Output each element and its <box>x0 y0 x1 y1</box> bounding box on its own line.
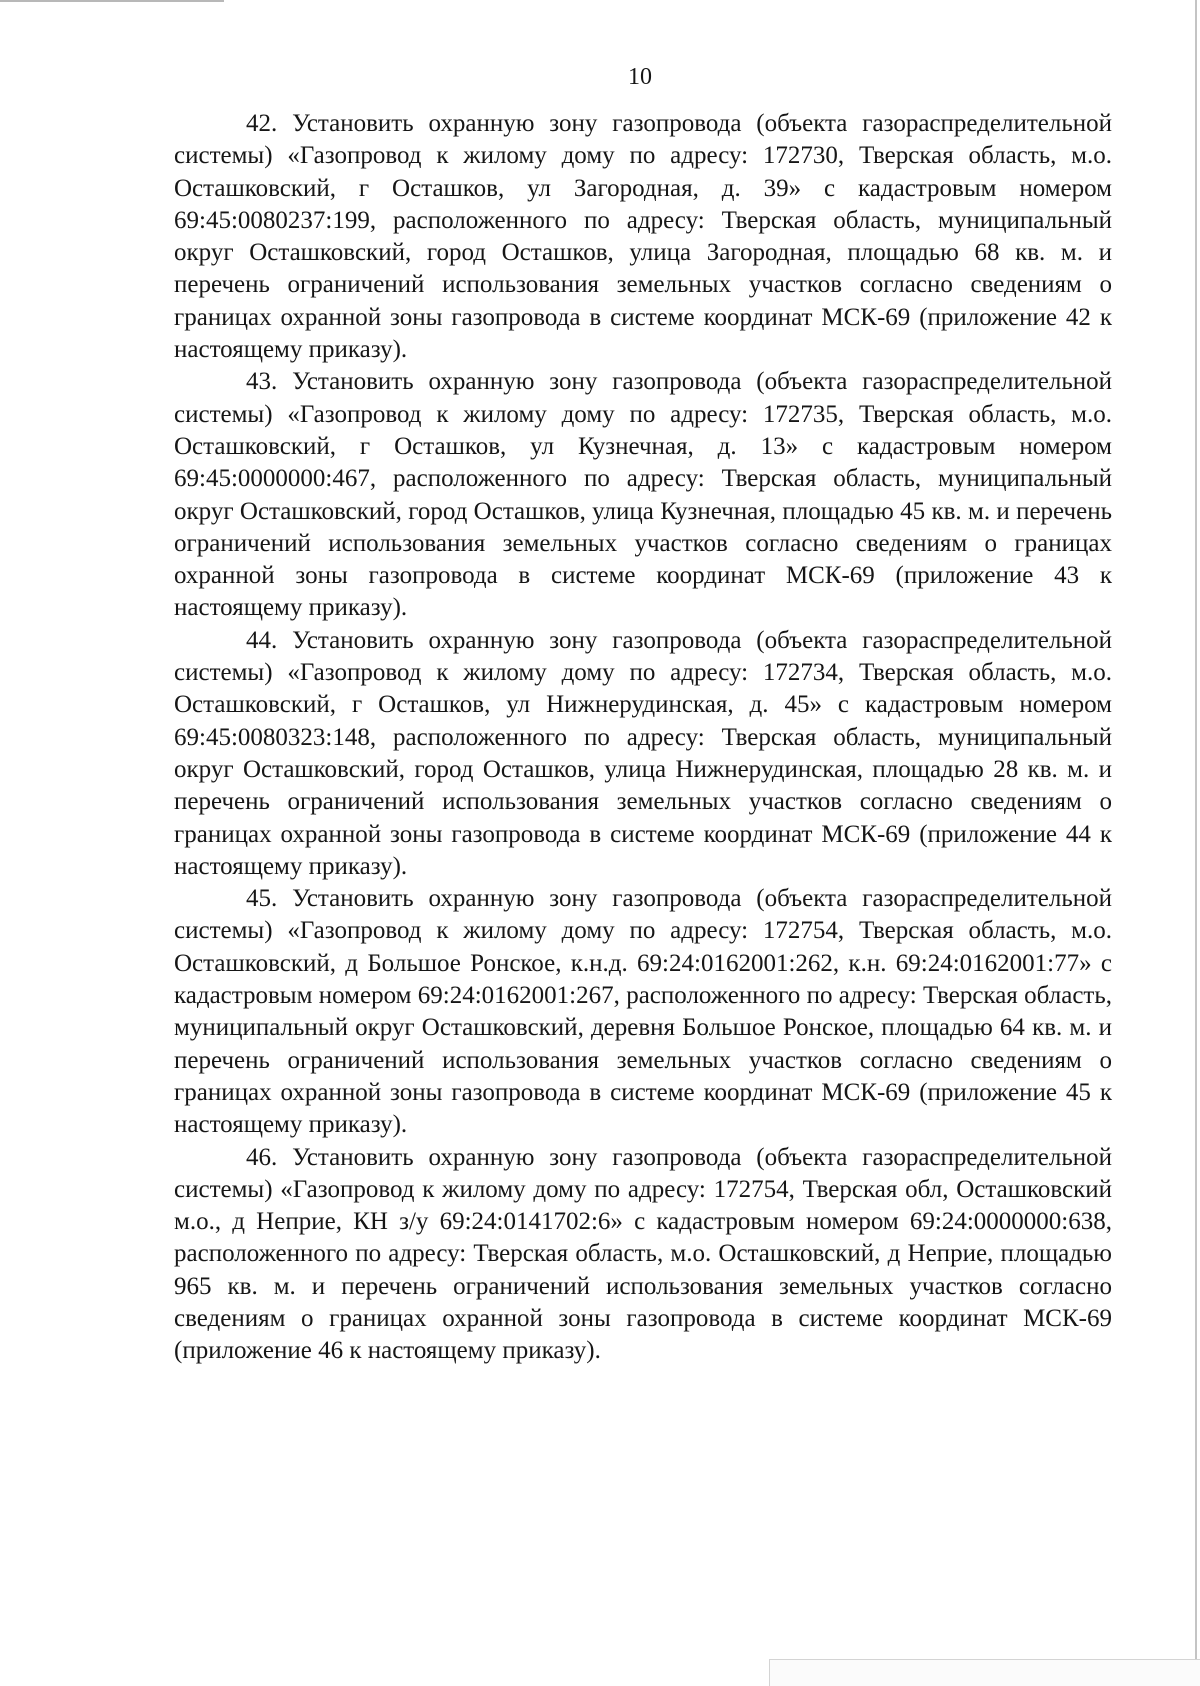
clause-44: 44. Установить охранную зону газопровода (объекта газораспределительной системы) «Газопровод к жилому дому по адресу: 172734, Тверская область, м.о. Осташковский, г Осташков, ул Нижнерудинская, д. 45» с кадастровым номером 69:45:0080323:148, расположенного по адресу: Тверская область, муниципальный округ Осташковский, город Осташков, улица Нижнерудинская, площадью 28 кв. м. и перечень ограничений использования земельных участков согласно сведениям о границах охранной зоны газопровода в системе координат МСК-69 (приложение 44 к настоящему приказу). <box>174 626 1112 880</box>
scan-artifact-bottom-corner <box>769 1659 1200 1686</box>
scan-artifact-right-edge <box>1195 0 1197 1686</box>
clause-43: 43. Установить охранную зону газопровода (объекта газораспределительной системы) «Газопровод к жилому дому по адресу: 172735, Тверская область, м.о. Осташковский, г Осташков, ул Кузнечная, д. 13» с кадастровым номером 69:45:0000000:467, расположенного по адресу: Тверская область, муниципальный округ Осташковский, город Осташков, улица Кузнечная, площадью 45 кв. м. и перечень ограничений использования земельных участков согласно сведениям о границах охранной зоны газопровода в системе координат МСК-69 (приложение 43 к настоящему приказу). <box>174 368 1112 622</box>
clause-45: 45. Установить охранную зону газопровода (объекта газораспределительной системы) «Газопровод к жилому дому по адресу: 172754, Тверская область, м.о. Осташковский, д Большое Ронское, к.н.д. 69:24:0162001:262, к.н. 69:24:0162001:77» с кадастровым номером 69:24:0162001:267, расположенного по адресу: Тверская область, муниципальный округ Осташковский, деревня Большое Ронское, площадью 64 кв. м. и перечень ограничений использования земельных участков согласно сведениям о границах охранной зоны газопровода в системе координат МСК-69 (приложение 45 к настоящему приказу). <box>174 885 1112 1139</box>
scan-artifact-top-line <box>0 0 224 2</box>
document-body <box>174 108 1112 1368</box>
clause-46: 46. Установить охранную зону газопровода (объекта газораспределительной системы) «Газопровод к жилому дому по адресу: 172754, Тверская обл, Осташковский м.о., д Неприе, КН з/у 69:24:0141702:6» с кадастровым номером 69:24:0000000:638, расположенного по адресу: Тверская область, м.о. Осташковский, д Неприе, площадью 965 кв. м. и перечень ограничений использования земельных участков согласно сведениям о границах охранной зоны газопровода в системе координат МСК-69 (приложение 46 к настоящему приказу). <box>174 1143 1112 1365</box>
clause-42: 42. Установить охранную зону газопровода (объекта газораспределительной системы) «Газопровод к жилому дому по адресу: 172730, Тверская область, м.о. Осташковский, г Осташков, ул Загородная, д. 39» с кадастровым номером 69:45:0080237:199, расположенного по адресу: Тверская область, муниципальный округ Осташковский, город Осташков, улица Загородная, площадью 68 кв. м. и перечень ограничений использования земельных участков согласно сведениям о границах охранной зоны газопровода в системе координат МСК-69 (приложение 42 к настоящему приказу). <box>174 110 1112 364</box>
page-number: 10 <box>628 64 652 90</box>
